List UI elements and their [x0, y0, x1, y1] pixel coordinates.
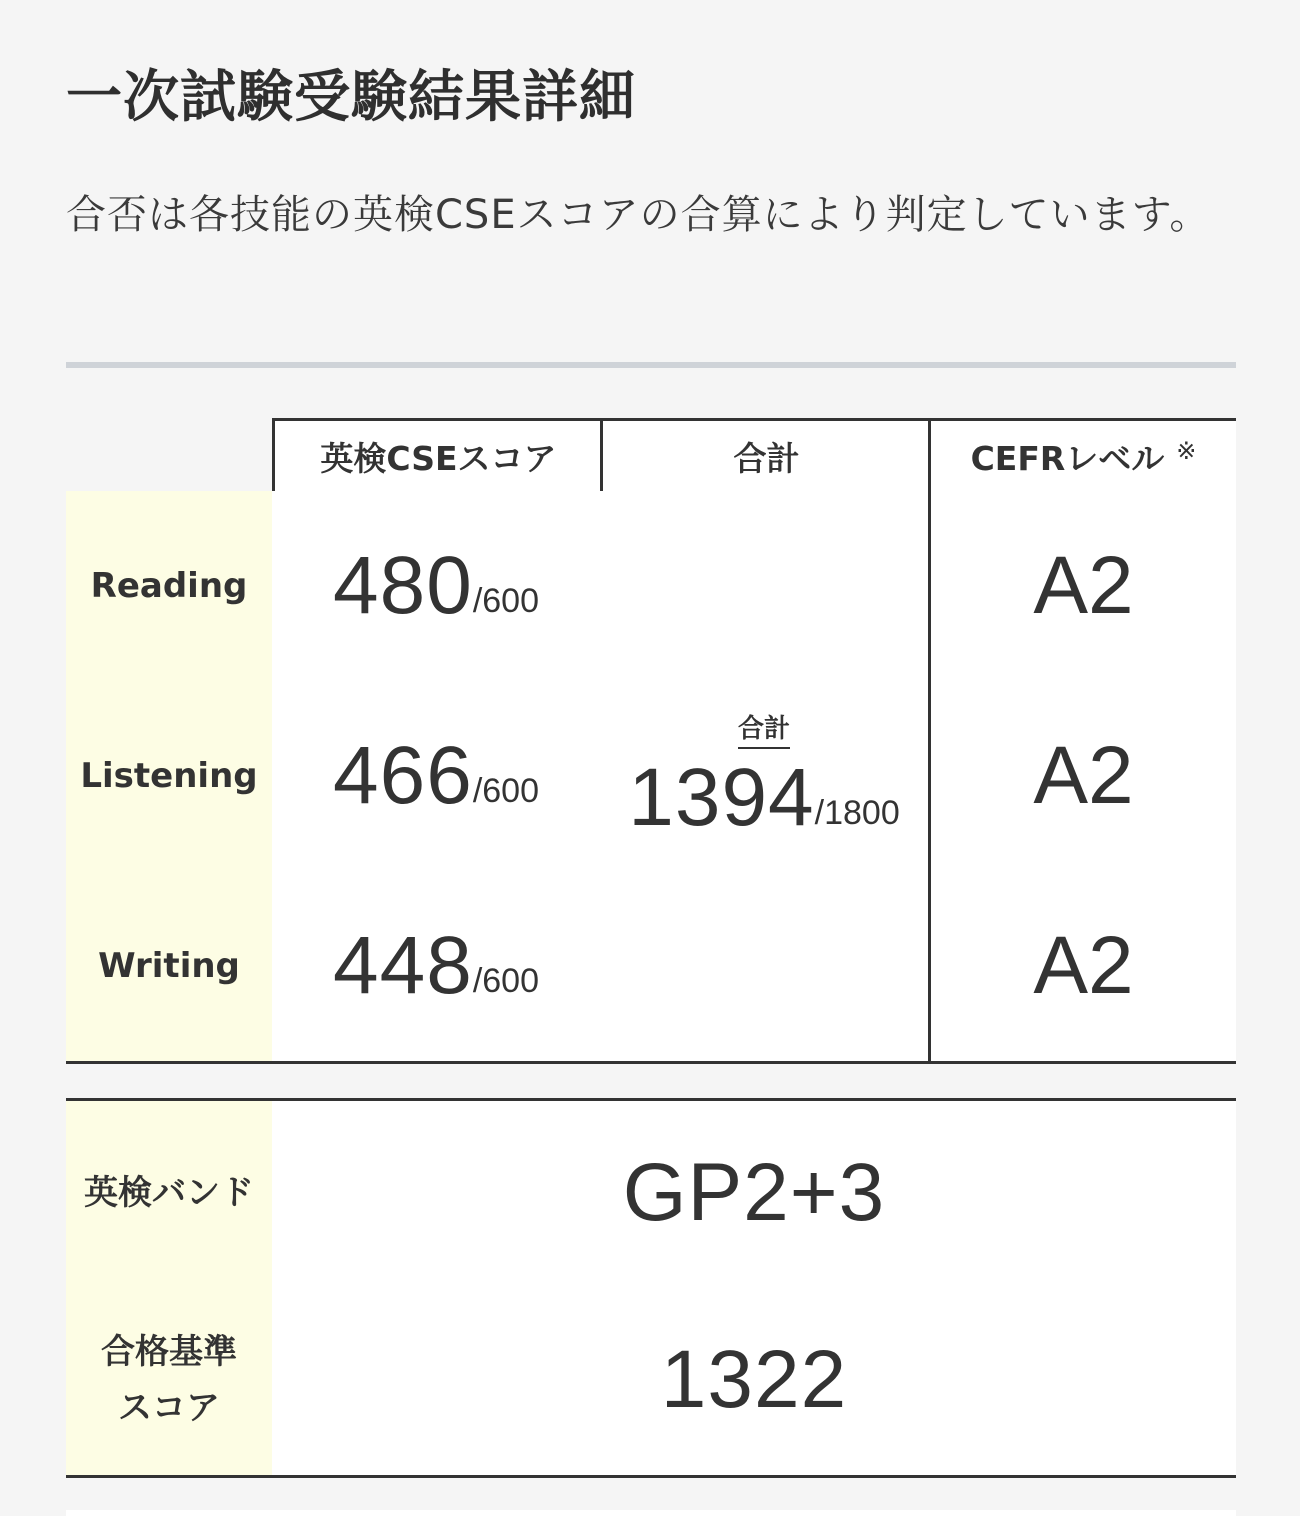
section-divider: [66, 362, 1236, 368]
reading-score-max: /600: [472, 582, 539, 620]
writing-score-cell: [272, 871, 603, 1064]
band-value-cell: [272, 1098, 1236, 1288]
writing-cefr: A2: [1033, 920, 1134, 1011]
listening-score-max: /600: [472, 772, 539, 810]
header-total: [600, 418, 930, 494]
header-cefr-label: CEFRレベル: [970, 438, 1165, 478]
header-cse-score: [272, 418, 602, 494]
skill-label: Reading: [90, 566, 248, 606]
total-inline-label: 合計: [738, 708, 790, 749]
listening-cefr: A2: [1033, 730, 1134, 821]
listening-score: 466: [332, 730, 473, 821]
header-cefr: [928, 418, 1236, 494]
reading-score-cell: [272, 491, 603, 684]
header-cse-score-label: 英検CSEスコア: [320, 438, 557, 478]
header-total-label: 合計: [733, 438, 800, 478]
total-score-line: [628, 751, 900, 845]
reading-score: 480: [332, 540, 473, 631]
passing-label-line1: 合格基準: [101, 1332, 237, 1372]
reading-cefr: A2: [1033, 540, 1134, 631]
skill-label: Writing: [98, 946, 240, 986]
row-label-passing-score: [66, 1285, 275, 1478]
total-score: 1394: [628, 751, 815, 843]
passing-score-value: 1322: [660, 1334, 848, 1425]
next-section-edge: [66, 1510, 1236, 1516]
row-label-band: [66, 1098, 275, 1288]
total-score-cell: [600, 491, 931, 1064]
row-label-writing: [66, 871, 275, 1064]
row-label-reading: [66, 491, 275, 684]
total-score-max: /1800: [814, 793, 900, 832]
cefr-note-mark: ※: [1176, 437, 1197, 465]
row-label-listening: [66, 681, 275, 874]
page-title: 一次試験受験結果詳細: [66, 65, 636, 130]
passing-label-line2: スコア: [118, 1388, 220, 1428]
band-value: GP2+3: [622, 1147, 886, 1238]
result-description: 合否は各技能の英検CSEスコアの合算により判定しています。: [66, 192, 1211, 238]
band-table: [66, 1098, 1236, 1478]
listening-cefr-cell: [928, 681, 1236, 874]
total-score-group: [628, 708, 900, 845]
reading-cefr-cell: [928, 491, 1236, 684]
score-table: [66, 418, 1236, 1064]
writing-score-max: /600: [472, 962, 539, 1000]
passing-score-cell: [272, 1285, 1236, 1478]
listening-score-cell: [272, 681, 603, 874]
writing-score: 448: [332, 920, 473, 1011]
band-label: 英検バンド: [84, 1173, 254, 1213]
writing-cefr-cell: [928, 871, 1236, 1064]
skill-label: Listening: [80, 756, 258, 796]
